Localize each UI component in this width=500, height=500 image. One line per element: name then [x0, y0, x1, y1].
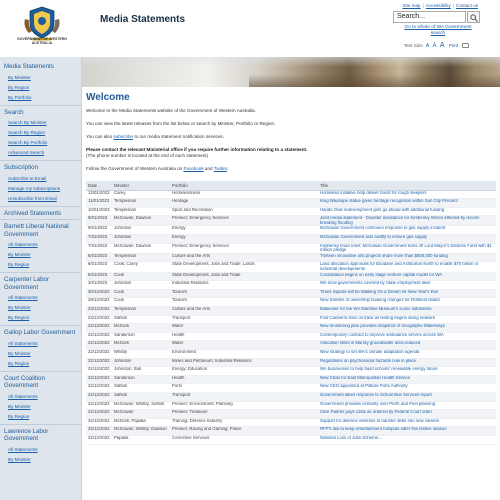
table-row — [86, 384, 496, 393]
table-row — [86, 324, 496, 333]
row-minister: McGowan; Dawson — [112, 216, 170, 226]
row-minister: Templeman — [112, 199, 170, 208]
table-row — [86, 190, 496, 199]
row-minister: Templeman — [112, 253, 170, 262]
carpenter-by-minister-link[interactable]: By Minister — [8, 305, 31, 310]
row-minister: Sanderson — [112, 332, 170, 341]
statements-table-body — [86, 190, 496, 444]
sidebar-link-manage-subscriptions[interactable]: Manage my subscriptions — [8, 185, 61, 191]
date-column-header[interactable]: Date — [86, 181, 112, 190]
row-portfolio: Corrective Services — [170, 435, 318, 444]
row-minister: McGurk — [112, 324, 170, 333]
table-row — [86, 375, 496, 384]
row-date: 9/01/2023 — [86, 226, 112, 235]
row-date: 23/12/2022 — [86, 307, 112, 316]
row-portfolio: Heritage — [170, 199, 318, 208]
archive-group-lawrence: Lawrence Labor Government — [4, 427, 49, 442]
court-by-region-link[interactable]: By Region — [8, 413, 30, 419]
main-content — [86, 92, 498, 179]
crest-text: GOVERNMENT OF WESTERN AUSTRALIA — [17, 37, 67, 45]
table-row — [86, 216, 496, 226]
row-portfolio: Culture and the Arts — [170, 307, 318, 316]
sidebar-link-search-by-region[interactable]: Search By Region — [8, 130, 46, 135]
statements-table — [86, 181, 496, 445]
row-title-link[interactable]: McGowan Government continues response to gas supply incident — [318, 226, 496, 235]
row-portfolio: Premier; Emergency Services — [170, 243, 318, 253]
archive-group-gallop: Gallop Labor Government — [4, 329, 76, 336]
row-portfolio: Water — [170, 324, 318, 333]
row-portfolio: Environment — [170, 349, 318, 358]
row-title-link[interactable]: Regulations on psychosocial hazards now in place — [318, 358, 496, 367]
barnett-all-statements-link[interactable]: All Statements — [8, 242, 38, 247]
table-row — [86, 235, 496, 244]
row-date: 22/12/2022 — [86, 341, 112, 350]
search-button[interactable] — [467, 11, 480, 23]
row-portfolio: Health — [170, 375, 318, 384]
row-minister: Johnston — [112, 281, 170, 290]
row-title-link[interactable]: Allocation limits in Murray groundwater area reduced — [318, 341, 496, 350]
row-date: 3/01/2023 — [86, 281, 112, 290]
site-title: Media Statements — [100, 14, 186, 25]
row-date: 22/12/2022 — [86, 392, 112, 401]
text-size-label: Text Size — [404, 43, 423, 48]
twitter-link[interactable]: Twitter — [213, 166, 228, 171]
row-date: 22/12/2022 — [86, 324, 112, 333]
table-row — [86, 418, 496, 427]
row-minister: McGowan; Dawson — [112, 243, 170, 253]
row-minister: McGurk — [112, 341, 170, 350]
title-column-header[interactable]: Title — [318, 181, 496, 190]
row-minister: Sanderson — [112, 375, 170, 384]
site-map-link[interactable]: Site map — [402, 3, 421, 8]
row-minister: McGowan — [112, 410, 170, 419]
row-date: 7/01/2023 — [86, 243, 112, 253]
table-header-row — [86, 181, 496, 190]
row-portfolio: Energy — [170, 235, 318, 244]
sidebar-heading-search: Search — [4, 108, 24, 116]
row-date: 11/01/2023 — [86, 199, 112, 208]
court-all-statements-link[interactable]: All Statements — [8, 393, 38, 399]
header-banner-image — [82, 57, 500, 87]
table-row — [86, 243, 496, 253]
row-title-link[interactable]: RFP's law to keep entertainment hotspots safer this festive season — [318, 427, 496, 436]
table-row — [86, 410, 496, 419]
subscribe-paragraph: You can also subscribe to our media statement notification services. — [86, 134, 224, 139]
row-title-link[interactable]: Land allocation approvals for Boodarie and Ashburton North to enable $70 billion of industrial developments — [318, 262, 496, 272]
table-row — [86, 401, 496, 410]
row-date: 9/01/2023 — [86, 216, 112, 226]
row-minister: Saffioti — [112, 384, 170, 393]
intro-paragraph: Welcome to the Media Statements website of the Government of Western Australia. — [86, 108, 256, 113]
row-date: 12/01/2023 — [86, 190, 112, 199]
row-minister: Whitby — [112, 349, 170, 358]
sidebar-link-unsubscribe[interactable]: Unsubscribe from Email — [8, 195, 57, 201]
browse-paragraph: You can view the latest releases from the list below or search by Minister, Portfolio or Region. — [86, 121, 276, 126]
row-date: 22/12/2022 — [86, 401, 112, 410]
row-minister: Johnston — [112, 235, 170, 244]
sidebar-heading-media-statements[interactable]: Media Statements — [4, 63, 54, 70]
table-row — [86, 341, 496, 350]
row-date: 22/12/2022 — [86, 367, 112, 376]
row-portfolio: Tourism — [170, 298, 318, 307]
text-size-large-button[interactable]: A — [439, 42, 445, 49]
row-date: 6/01/2023 — [86, 253, 112, 262]
row-portfolio: State Development, Jobs and Trade; Lands — [170, 262, 318, 272]
row-title-link[interactable]: Clive Palmer pays costs as ordered by Federal Court order — [318, 410, 496, 419]
sidebar-link-advanced-search[interactable]: Advanced Search — [8, 150, 45, 155]
row-portfolio: Health — [170, 332, 318, 341]
accessibility-link[interactable]: Accessibility — [425, 3, 451, 8]
search-icon — [470, 14, 478, 22]
table-row — [86, 392, 496, 401]
table-row — [86, 253, 496, 262]
row-minister: Cook — [112, 272, 170, 281]
row-title-link[interactable]: Find Canberra train on track as testing begins along network — [318, 315, 496, 324]
row-portfolio: Tourism — [170, 289, 318, 298]
row-date: 6/01/2023 — [86, 272, 112, 281]
table-row — [86, 298, 496, 307]
row-minister: McGowan; Whitby; Saffioti — [112, 401, 170, 410]
minister-column-header[interactable]: Minister — [112, 181, 170, 190]
row-title-link[interactable]: Consultation begins on early stage venture capital model for WA — [318, 272, 496, 281]
row-date: 22/12/2022 — [86, 349, 112, 358]
table-row — [86, 289, 496, 298]
row-portfolio: State Development, Jobs and Trade — [170, 272, 318, 281]
sidebar-link-search-by-minister[interactable]: Search By Minister — [8, 120, 47, 125]
row-date: 23/12/2022 — [86, 315, 112, 324]
table-row — [86, 427, 496, 436]
row-portfolio: Ports — [170, 384, 318, 393]
row-portfolio: Premier; Treasurer — [170, 410, 318, 419]
sidebar-link-by-minister[interactable]: By Minister — [8, 74, 31, 80]
row-portfolio: Homelessness — [170, 190, 318, 199]
row-minister: McGowan; Whitby; Dawson — [112, 427, 170, 436]
row-title-link[interactable]: Makeover for the WA Maritime Museum's iconic submarine — [318, 307, 496, 316]
row-portfolio: Energy; Education — [170, 367, 318, 376]
subscribe-link[interactable]: subscribe — [113, 134, 134, 139]
archive-group-court: Court Coalition Government — [4, 374, 45, 389]
text-size-controls — [404, 42, 469, 49]
row-portfolio: Premier; Racing and Gaming; Police — [170, 427, 318, 436]
text-size-small-button[interactable]: A — [425, 43, 430, 49]
table-row — [86, 435, 496, 444]
whole-of-government-search-link[interactable]: Go to whole of WA Government search — [404, 25, 472, 36]
row-minister: Carey — [112, 190, 170, 199]
row-date: 22/12/2022 — [86, 375, 112, 384]
row-title-link[interactable]: Kimberley flood relief: McGowan Government kicks off Lord Mayor's Distress Fund with $1 million pledge — [318, 243, 496, 253]
row-title-link[interactable]: McGowan Government acts swiftly to ensure gas supply — [318, 235, 496, 244]
table-row — [86, 315, 496, 324]
sidebar-link-by-region[interactable]: By Region — [8, 84, 30, 90]
row-date: 22/12/2022 — [86, 384, 112, 393]
row-minister: Johnston; Buti — [112, 367, 170, 376]
row-date: 7/01/2023 — [86, 235, 112, 244]
sidebar-link-by-portfolio[interactable]: By Portfolio — [8, 94, 32, 100]
row-portfolio: Energy — [170, 226, 318, 235]
row-portfolio: Water — [170, 341, 318, 350]
row-minister: Cook — [112, 298, 170, 307]
table-row — [86, 358, 496, 367]
table-row — [86, 307, 496, 316]
lawrence-by-minister-link[interactable]: By Minister — [8, 456, 31, 462]
row-title-link[interactable]: Hands Oval redevelopment gets go ahead with additional funding — [318, 207, 496, 216]
contact-paragraph: Please contact the relevant Ministerial office if you require further information relating to a statement. (The phone number is located at the end of each statement) — [86, 147, 308, 158]
row-date: 22/12/2022 — [86, 427, 112, 436]
table-row — [86, 262, 496, 272]
row-title-link[interactable]: King Wauhope statue given heritage recognition within Sun City Precinct — [318, 199, 496, 208]
row-date: 30/12/2022 — [86, 289, 112, 298]
row-minister: Templeman — [112, 307, 170, 316]
barnett-by-region-link[interactable]: By Region — [8, 262, 30, 267]
site-header — [0, 0, 500, 56]
gallop-all-statements-link[interactable]: All Statements — [8, 340, 38, 346]
contact-us-link[interactable]: Contact us — [456, 3, 478, 8]
sidebar-link-subscribe[interactable]: Subscribe to Email — [8, 175, 47, 181]
row-title-link[interactable]: New monitoring plan provides snapshot of Geographe Waterways — [318, 324, 496, 333]
facebook-link[interactable]: Facebook — [183, 166, 204, 171]
print-icon[interactable] — [462, 43, 469, 48]
row-minister: Johnston — [112, 358, 170, 367]
table-row — [86, 367, 496, 376]
row-date: 22/12/2022 — [86, 418, 112, 427]
row-date: 22/12/2022 — [86, 332, 112, 341]
row-title-link[interactable]: WA local governments covered by State employment laws — [318, 281, 496, 290]
portfolio-column-header[interactable]: Portfolio — [170, 181, 318, 190]
row-title-link[interactable]: Times Square will be Walking On a Dream for New Year's Eve — [318, 289, 496, 298]
table-row — [86, 199, 496, 208]
row-title-link[interactable]: Homeless initiative help deliver boost for rough sleepers — [318, 190, 496, 199]
table-row — [86, 281, 496, 290]
row-minister: Saffioti — [112, 392, 170, 401]
row-minister: Cook — [112, 289, 170, 298]
barnett-by-minister-link[interactable]: By Minister — [8, 252, 31, 257]
search-input[interactable]: Search... — [393, 11, 466, 23]
row-title-link[interactable]: Government takes response to School Bus Services report — [318, 392, 496, 401]
row-minister: Johnston — [112, 226, 170, 235]
row-minister: Saffioti — [112, 315, 170, 324]
row-portfolio: Mines and Petroleum; Industrial Relations — [170, 358, 318, 367]
archive-group-carpenter: Carpenter Labor Government — [4, 276, 50, 291]
row-portfolio: Transport — [170, 315, 318, 324]
page-title: Welcome — [86, 92, 130, 103]
row-title-link[interactable]: Joint media statement - Disaster assistance for Kimberley Shires affected by record-breaking flooding — [318, 216, 496, 226]
archive-group-barnett: Barnett Liberal National Government — [4, 223, 69, 238]
table-row — [86, 332, 496, 341]
row-title-link[interactable]: WA businesses to help build schools' renewable energy future — [318, 367, 496, 376]
table-row — [86, 226, 496, 235]
sidebar-link-search-by-portfolio[interactable]: Search By Portfolio — [8, 140, 48, 145]
top-links: Site map | Accessibility | Contact us — [402, 3, 478, 8]
row-minister: McGurk; Papalia — [112, 418, 170, 427]
row-minister: Papalia — [112, 435, 170, 444]
carpenter-all-statements-link[interactable]: All Statements — [8, 295, 38, 300]
table-row — [86, 272, 496, 281]
carpenter-by-region-link[interactable]: By Region — [8, 315, 30, 320]
sidebar-heading-subscription: Subscription — [4, 164, 39, 171]
row-date: 29/12/2022 — [86, 298, 112, 307]
text-size-medium-button[interactable]: A — [432, 43, 437, 49]
row-title-link[interactable]: New transfer of ownership booking changes for Rottnest Island — [318, 298, 496, 307]
row-title-link[interactable]: Support for defence veterans to transfer skills into new careers — [318, 418, 496, 427]
row-portfolio: Premier; Emergency Services — [170, 216, 318, 226]
row-portfolio: Industrial Relations — [170, 281, 318, 290]
print-link[interactable]: Print — [448, 43, 459, 48]
sidebar — [0, 57, 82, 500]
row-minister: Cook; Carey — [112, 262, 170, 272]
row-date: 10/01/2023 — [86, 207, 112, 216]
row-date: 22/12/2022 — [86, 410, 112, 419]
row-title-link[interactable]: New CEO appointed at Pilbara Ports Authority — [318, 384, 496, 393]
row-portfolio: Transport — [170, 392, 318, 401]
row-title-link[interactable]: National Loss of Jobs Scheme... — [318, 435, 496, 444]
social-paragraph: Follow the Government of Western Australia on Facebook and Twitter. — [86, 166, 229, 171]
row-title-link[interactable]: Contemporary contract to improve ambulance service across WA — [318, 332, 496, 341]
row-date: 6/01/2023 — [86, 262, 112, 272]
table-row — [86, 207, 496, 216]
row-minister: Templeman — [112, 207, 170, 216]
row-portfolio: Sport and Recreation — [170, 207, 318, 216]
lawrence-all-statements-link[interactable]: All Statements — [8, 446, 38, 452]
gallop-by-minister-link[interactable]: By Minister — [8, 350, 31, 356]
row-title-link[interactable]: Thirteen innovative arts projects share more than $600,000 funding — [318, 253, 496, 262]
row-title-link[interactable]: New Chair for East Metropolitan Health Service — [318, 375, 496, 384]
row-title-link[interactable]: Government provides certainty over Perth and Peel planning — [318, 401, 496, 410]
row-date: 22/12/2022 — [86, 435, 112, 444]
row-date: 22/12/2022 — [86, 358, 112, 367]
court-by-minister-link[interactable]: By Minister — [8, 403, 31, 409]
row-title-link[interactable]: New strategy to set WA's climate adaptation agenda — [318, 349, 496, 358]
row-portfolio: Training; Defence Industry — [170, 418, 318, 427]
table-row — [86, 349, 496, 358]
row-portfolio: Premier; Environment; Planning — [170, 401, 318, 410]
sidebar-heading-archived: Archived Statements — [4, 209, 62, 217]
row-portfolio: Culture and the Arts — [170, 253, 318, 262]
gallop-by-region-link[interactable]: By Region — [8, 360, 30, 366]
